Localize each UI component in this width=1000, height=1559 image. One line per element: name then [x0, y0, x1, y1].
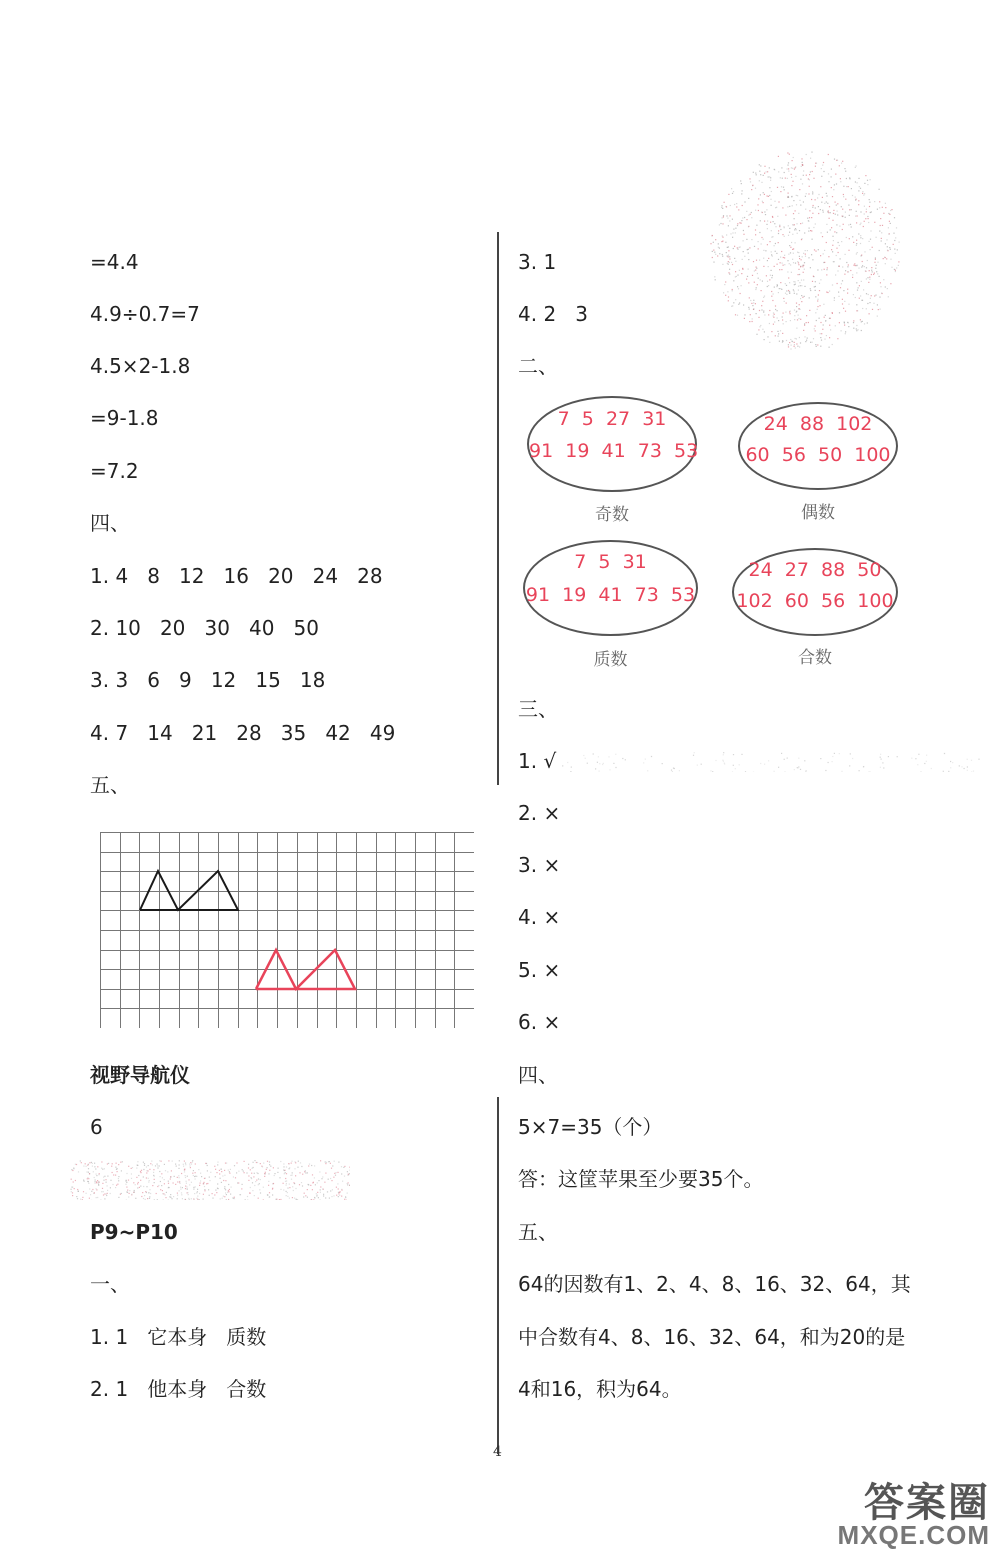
right-mid-line-13: 中合数有4、8、16、32、64，和为20的是 [518, 1325, 906, 1349]
left-line-3: 4.5×2-1.8 [90, 354, 191, 378]
left-line-1: =4.4 [90, 250, 139, 274]
composite-numbers-oval [732, 548, 898, 636]
right-mid-line-11: 五、 [518, 1220, 558, 1244]
right-mid-line-3: 2. × [518, 801, 561, 825]
page-range-heading: P9~P10 [90, 1220, 178, 1244]
oval-row: 7 5 31 [574, 551, 647, 573]
oval-row: 60 56 50 100 [745, 444, 891, 466]
oval-row: 7 5 27 31 [557, 408, 667, 430]
oval-row: 91 19 41 73 53 [529, 440, 699, 462]
prime-numbers-label: 质数 [593, 650, 628, 670]
part-one-heading: 一、 [90, 1272, 130, 1296]
watermark-text-bottom: MXQE.COM [837, 1520, 990, 1550]
right-mid-line-1: 三、 [518, 697, 558, 721]
left-line-7: 1. 4 8 12 16 20 24 28 [90, 564, 383, 588]
right-mid-line-2: 1. √ [518, 749, 557, 773]
divider-gap [496, 785, 500, 1097]
prime-numbers-oval [523, 540, 698, 636]
left-line-2: 4.9÷0.7=7 [90, 302, 200, 326]
right-mid-line-8: 四、 [518, 1063, 558, 1087]
black-triangles [140, 871, 238, 910]
grid-drawing [100, 832, 474, 1028]
part-one-item-1: 1. 1 它本身 质数 [90, 1325, 267, 1349]
odd-numbers-label: 奇数 [595, 505, 629, 525]
right-mid-line-14: 4和16，积为64。 [518, 1377, 682, 1401]
part-one-item-2: 2. 1 他本身 合数 [90, 1377, 267, 1401]
left-line-6: 四、 [90, 511, 130, 535]
right-line-2: 4. 2 3 [518, 302, 588, 326]
right-mid-line-10: 答：这筐苹果至少要35个。 [518, 1167, 764, 1191]
oval-row: 24 27 88 50 [748, 559, 882, 581]
oval-row: 102 60 56 100 [736, 590, 894, 612]
watermark-logo [790, 1471, 990, 1551]
even-numbers-label: 偶数 [801, 503, 835, 523]
page-number: 4 [493, 1444, 502, 1460]
left-line-5: =7.2 [90, 459, 139, 483]
left-line-10: 4. 7 14 21 28 35 42 49 [90, 721, 396, 745]
left-line-9: 3. 3 6 9 12 15 18 [90, 668, 326, 692]
even-numbers-oval [738, 402, 898, 490]
right-mid-line-12: 64的因数有1、2、4、8、16、32、64，其 [518, 1272, 911, 1296]
right-mid-line-9: 5×7=35（个） [518, 1115, 663, 1139]
right-mid-line-6: 5. × [518, 958, 561, 982]
right-mid-line-4: 3. × [518, 853, 561, 877]
odd-numbers-oval [527, 396, 697, 492]
right-line-3: 二、 [518, 354, 558, 378]
right-mid-line-5: 4. × [518, 905, 561, 929]
speckle-left-band [70, 1160, 350, 1200]
oval-row: 91 19 41 73 53 [525, 584, 696, 606]
right-mid-line-7: 6. × [518, 1010, 561, 1034]
section-title: 视野导航仪 [90, 1063, 190, 1087]
speckle-top-right [710, 150, 900, 350]
watermark-text-top: 答案圈 [864, 1480, 990, 1526]
left-line-8: 2. 10 20 30 40 50 [90, 616, 319, 640]
oval-row: 24 88 102 [763, 413, 873, 435]
left-line-11: 五、 [90, 773, 130, 797]
speckle-right-band [560, 752, 980, 772]
composite-numbers-label: 合数 [798, 648, 832, 668]
right-line-1: 3. 1 [518, 250, 557, 274]
section-answer: 6 [90, 1115, 103, 1139]
left-line-4: =9-1.8 [90, 406, 159, 430]
